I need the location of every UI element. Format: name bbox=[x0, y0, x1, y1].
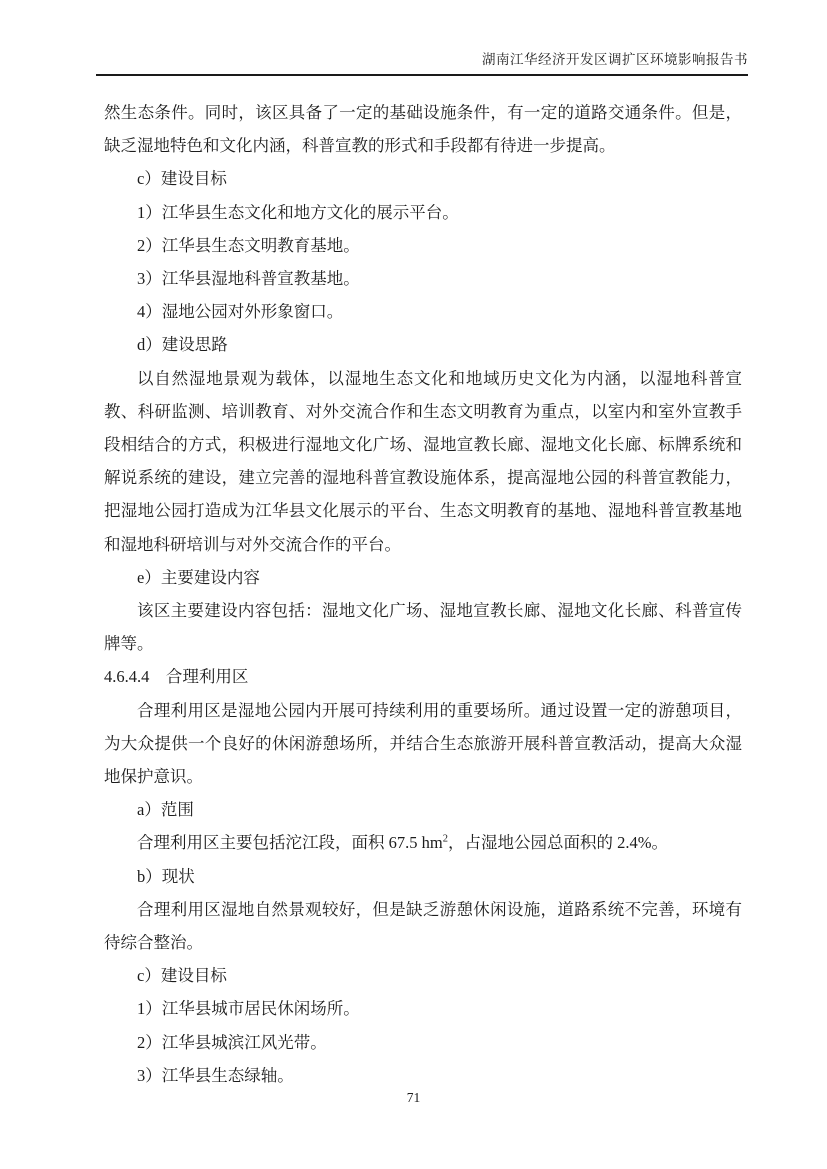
body-paragraph: 以自然湿地景观为载体，以湿地生态文化和地域历史文化为内涵，以湿地科普宣教、科研监测、培训教育、对外交流合作和生态文明教育为重点，以室内和室外宣教手段相结合的方式，积极进行湿地文化广场、湿地宣教长廊、湿地文化长廊、标牌系统和解说系统的建设，建立完善的湿地科普宣教设施体系，提高湿地公园的科普宣教能力，把湿地公园打造成为江华县文化展示的平台、生态文明教育的基地、湿地科普宣教基地和湿地科研培训与对外交流合作的平台。 bbox=[104, 368, 742, 554]
area-text-suffix: ，占湿地公园总面积的 2.4%。 bbox=[447, 833, 668, 853]
body-paragraph: 该区主要建设内容包括：湿地文化广场、湿地宣教长廊、湿地文化长廊、科普宣传牌等。 bbox=[104, 601, 742, 654]
list-item-e-content: e）主要建设内容 bbox=[137, 567, 260, 587]
list-item-3: 3）江华县湿地科普宣教基地。 bbox=[137, 269, 360, 289]
area-text-prefix: 合理利用区主要包括沱江段，面积 67.5 hm bbox=[137, 833, 443, 853]
body-paragraph: 然生态条件。同时，该区具备了一定的基础设施条件，有一定的道路交通条件。但是，缺乏湿地特色和文化内涵，科普宣教的形式和手段都有待进一步提高。 bbox=[104, 103, 742, 156]
superscript-2: 2 bbox=[442, 833, 448, 845]
body-paragraph-area bbox=[104, 826, 742, 859]
list-item-c-goals: c）建设目标 bbox=[137, 169, 227, 189]
list-item-2b: 2）江华县城滨江风光带。 bbox=[137, 1032, 327, 1052]
list-item-d-approach: d）建设思路 bbox=[137, 335, 228, 355]
list-item-2: 2）江华县生态文明教育基地。 bbox=[137, 235, 360, 255]
body-paragraph: 合理利用区湿地自然景观较好，但是缺乏游憩休闲设施，道路系统不完善，环境有待综合整治。 bbox=[104, 899, 742, 953]
list-item-1b: 1）江华县城市居民休闲场所。 bbox=[137, 999, 360, 1019]
page-number: 71 bbox=[406, 1090, 421, 1105]
section-heading-4644: 4.6.4.4 合理利用区 bbox=[104, 667, 249, 687]
list-item-a-scope: a）范围 bbox=[137, 800, 194, 820]
body-paragraph: 合理利用区是湿地公园内开展可持续利用的重要场所。通过设置一定的游憩项目，为大众提供一个良好的休闲游憩场所，并结合生态旅游开展科普宣教活动，提高大众湿地保护意识。 bbox=[104, 700, 742, 787]
header-title: 湖南江华经济开发区调扩区环境影响报告书 bbox=[482, 52, 748, 67]
list-item-3b: 3）江华县生态绿轴。 bbox=[137, 1065, 294, 1085]
list-item-b-status: b）现状 bbox=[137, 866, 195, 886]
list-item-c-goals-2: c）建设目标 bbox=[137, 966, 227, 986]
page-footer bbox=[0, 1090, 827, 1106]
list-item-1: 1）江华县生态文化和地方文化的展示平台。 bbox=[137, 202, 459, 222]
list-item-4: 4）湿地公园对外形象窗口。 bbox=[137, 302, 344, 322]
document-body bbox=[104, 96, 742, 1092]
page-header bbox=[96, 50, 748, 76]
